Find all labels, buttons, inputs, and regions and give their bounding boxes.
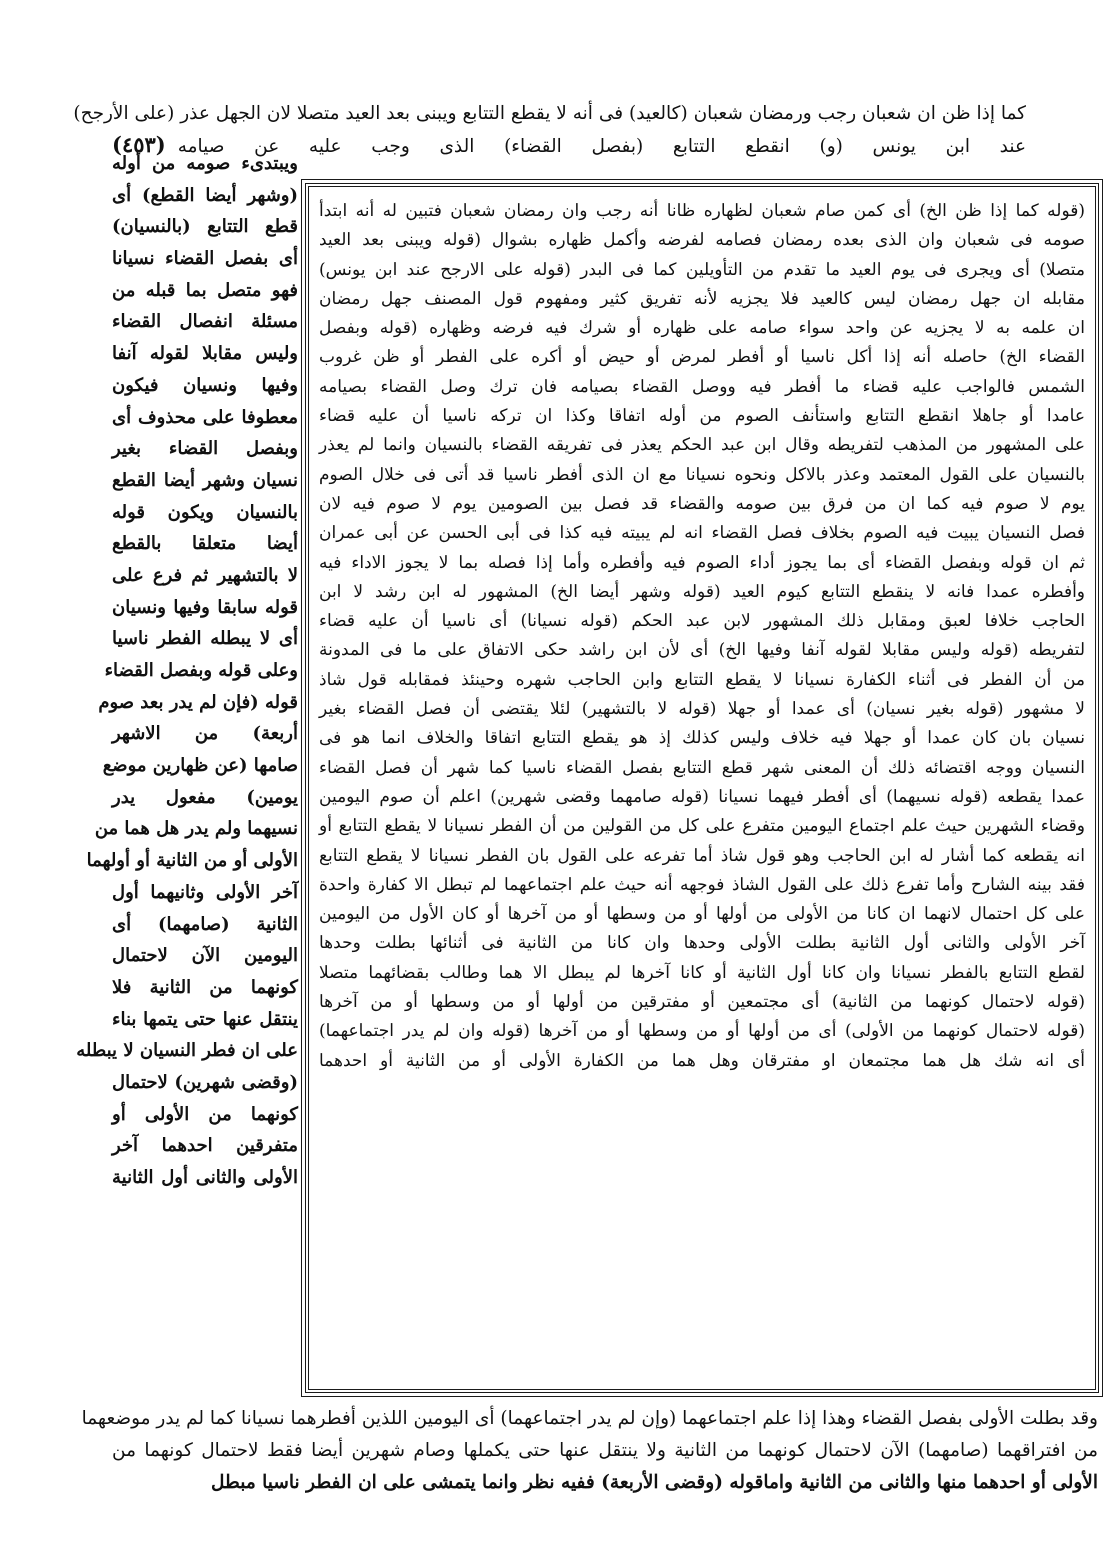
commentary-line: مقابله ان جهل رمضان ليس كالعيد فلا يجزيه لأنه تفريق كثير ومفهوم قول المصنف جهل رمضان	[319, 288, 1085, 309]
commentary-line: آخر الأولى والثانى أول الثانية بطلت الأولى وحدها وان كانا من الثانية فى أثنائها بطلت وحدها	[319, 933, 1085, 954]
commentary-line: (قوله لاحتمال كونهما من الثانية) أى مجتمعين أو مفترقين من أولها أو من وسطها أو من آخرها	[319, 992, 1085, 1013]
margin-line: مسئلة انفصال القضاء	[112, 311, 298, 333]
margin-line: أى بفصل القضاء نسيانا	[112, 248, 298, 270]
margin-line: وعلى قوله وبفصل القضاء	[104, 660, 298, 681]
margin-line: الأولى أو من الثانية أو أولهما	[86, 850, 298, 872]
commentary-line: القضاء الخ) حاصله أنه إذا أكل ناسيا أو أفطر لمرض أو حيض أو أكره على الفطر أو ظن غروب	[319, 347, 1085, 368]
commentary-line: وأفطره عمدا فانه لا ينقطع التتابع كيوم العيد (قوله وشهر أيضا الخ) المشهور له ابن رشد لا ابن	[319, 581, 1085, 602]
margin-line: وفيها ونسيان فيكون	[112, 374, 298, 396]
margin-line: فهو متصل بما قبله من	[112, 279, 298, 301]
commentary-line: يوم لا صوم فيه كما ان من فرق بين صومه والقضاء قد فصل بين الصومين يوم لا صوم فيه لان	[319, 493, 1085, 514]
commentary-line: لتفريطه (قوله وليس مقابلا لقوله آنفا وفيها الخ) أى لأن ابن راشد حكى الاتفاق على ما فى المدونة	[319, 640, 1085, 661]
main-text-line: وقد بطلت الأولى بفصل القضاء وهذا إذا علم اجتماعهما (وإن لم يدر اجتماعهما) أى اليومين اللذين أفطرهما نسيانا كما لم يدر موضعهما	[81, 1408, 1098, 1429]
margin-line: قوله سابقا وفيها ونسيان	[112, 596, 298, 618]
margin-text-column	[76, 148, 298, 1194]
margin-line: نسيهما ولم يدر هل هما من	[94, 818, 298, 840]
commentary-line: لقطع التتابع بالفطر نسيانا وان كانا أول الثانية أو كانا آخرها لم يبطل الا هما وطالب بقضائهما متصلا	[319, 962, 1085, 983]
commentary-line: لا مشهور (قوله بغير نسيان) أى عمدا أو جهلا (قوله لا بالتشهير) لئلا يقتضى أن فصل القضاء بغير	[319, 699, 1086, 720]
margin-line: قوله (فإن لم يدر بعد صوم	[98, 691, 298, 713]
commentary-line: متصلا) أى ويجرى فى يوم العيد ما تقدم من التأويلين كما فى البدر (قوله على الارجح عند ابن يونس)	[319, 259, 1085, 280]
commentary-line: عامدا أو جاهلا انقطع التتابع واستأنف الصوم من أوله اتفاقا وكذا ان تركه ناسيا أن عليه قضاء	[319, 406, 1085, 427]
commentary-line: من أن الفطر فى أثناء الكفارة نسيانا لا يقطع التتابع وابن الحاجب شهره وحينئذ فمقابله قول شاذ	[319, 669, 1085, 690]
margin-line: على ان فطر النسيان لا يبطله	[76, 1040, 298, 1062]
commentary-line: صومه فى شعبان وان الذى بعده رمضان فصامه لفرضه وأكمل ظهاره بشوال (قوله ويبنى بعد العيد	[319, 230, 1085, 251]
commentary-line: الحاجب خلافا لعبق ومقابل ذلك المشهور لابن عبد الحكم (قوله نسيانا) أى ناسيا أن عليه قضاء	[319, 611, 1085, 632]
margin-line: وليس مقابلا لقوله آنفا	[112, 343, 298, 365]
main-text-bottom	[81, 1403, 1098, 1499]
main-text-line: عند ابن يونس (و) انقطع التتابع (بفصل القضاء) الذى وجب عليه عن صيامه	[177, 136, 1026, 157]
margin-line: الثانية (صامهما) أى	[112, 913, 298, 935]
margin-line: ينتقل عنها حتى يتمها بناء	[112, 1008, 298, 1030]
commentary-line: ثم ان قوله وبفصل القضاء أى بما يجوز أداء الصوم فيه وأفطره وأما إذا فصله بما لا يجوز الاداء فيه	[319, 552, 1085, 573]
margin-line: اليومين الآن لاحتمال	[112, 945, 298, 967]
commentary-line: بالنسيان على القول المعتمد وعذر بالاكل ونحوه نسيانا مع ان الذى أفطر ناسيا قد أتى فى خلال الصوم	[319, 464, 1085, 485]
commentary-line: الشمس فالواجب عليه قضاء ما أفطر فيه ووصل القضاء بصيامه فان ترك وصل القضاء بصيامه	[319, 376, 1085, 397]
commentary-line: النسيان ووجه اقتضائه ذلك أن المعنى شهر قطع التتابع بفصل القضاء ناسيا كما شهر أن فصل القضاء	[319, 757, 1085, 778]
margin-line: وبفصل القضاء بغير	[112, 438, 298, 460]
margin-line: قطع التتابع (بالنسيان)	[112, 216, 298, 238]
margin-line: ويبتدىء صومه من أوله	[112, 153, 298, 174]
margin-line: آخر الأولى وثانيهما أول	[112, 881, 298, 903]
margin-line: (وقضى شهرين) لاحتمال	[112, 1071, 298, 1093]
margin-line: الأولى والثانى أول الثانية	[112, 1167, 298, 1188]
margin-line: معطوفا على محذوف أى	[112, 406, 298, 428]
margin-line: أى لا يبطله الفطر ناسيا	[112, 628, 298, 650]
commentary-line: فقد بينه الشارح وأما تفرع ذلك على القول الشاذ فوجهه أنه حيث علم اجتماعهما لم تبطل الا كفارة واحدة	[319, 874, 1085, 895]
margin-line: أيضا متعلقا بالقطع	[112, 533, 298, 555]
commentary-line: عمدا يقطعه (قوله نسيهما) أى أفطر فيهما نسيانا (قوله صامهما وقضى شهرين) اعلم أن صوم اليومين	[319, 786, 1085, 807]
commentary-box	[305, 183, 1099, 1393]
margin-line: يومين) مفعول يدر	[112, 786, 298, 808]
commentary-line: فصل النسيان يبيت فيه الصوم بخلاف فصل القضاء انه لم يبيته فيه كذا فى أبى الحسن عن أبى عمران	[319, 523, 1085, 544]
margin-line: كونهما من الثانية فلا	[112, 976, 298, 998]
commentary-line	[319, 1076, 1085, 1105]
commentary-text	[319, 197, 1085, 1383]
main-text-line: من افتراقهما (صامهما) الآن لاحتمال كونهما من الثانية ولا ينتقل عنها حتى يكملها وصام شهرين أيضا فقط لاحتمال كونهما من	[112, 1440, 1098, 1461]
commentary-line: نسيان بان كان عمدا أو جهلا فيه خلاف وليس كذلك إذ هو يقطع التتابع اتفاقا والخلاف انما هو فى	[319, 728, 1085, 749]
margin-line: (وشهر أيضا القطع) أى	[112, 184, 298, 206]
margin-line: صامها (عن ظهارين موضع	[102, 755, 298, 777]
margin-line: كونهما من الأولى أو	[112, 1103, 298, 1125]
commentary-line: وقضاء الشهرين حيث علم اجتماع اليومين متفرع على كل من القولين من أن الفطر نسيانا لا يقطع التتابع أو	[319, 816, 1085, 837]
commentary-line: انه يقطعه كما أشار له ابن الحاجب وهو قول شاذ أما تفرعه على القول بان الفطر نسيانا لا يقطع التتابع	[319, 845, 1085, 866]
margin-line: أربعة) من الاشهر	[112, 723, 298, 745]
margin-line: متفرقين احدهما آخر	[112, 1135, 298, 1157]
main-text-line: الأولى أو احدهما منها والثانى من الثانية واماقوله (وقضى الأربعة) ففيه نظر وانما يتمشى على ان الفطر ناسيا مبطل	[211, 1472, 1098, 1493]
commentary-line: على المشهور من المذهب لتفريطه وقال ابن عبد الحكم يعذر فى تفريقه القضاء بالنسيان وانما لم يعذر	[319, 435, 1085, 456]
margin-line: بالنسيان ويكون قوله	[112, 501, 298, 523]
page-number: (٤٥٣)	[112, 132, 166, 157]
commentary-line: (قوله كما إذا ظن الخ) أى كمن صام شعبان لظهاره ظانا أنه رجب وان رمضان شعبان فتبين له أنه ابتدأ	[319, 201, 1085, 221]
commentary-line: على كل احتمال لانهما ان كانا من الأولى من أولها أو من وسطها أو من آخرها أو كان الأول من اليومين	[319, 904, 1085, 925]
commentary-line: (قوله لاحتمال كونهما من الأولى) أى من أولها أو من وسطها أو من آخرها (قوله وان لم يدر اجتماعهما)	[319, 1021, 1085, 1042]
main-text-line: كما إذا ظن ان شعبان رجب ورمضان شعبان (كالعيد) فى أنه لا يقطع التتابع ويبنى بعد العيد متصلا لان الجهل عذر (على الأرجح)	[73, 103, 1026, 124]
commentary-line: أى انه شك هل هما مجتمعان او مفترقان وهل هما من الكفارة الأولى أو من الثانية أو احدهما	[319, 1050, 1085, 1071]
margin-line: نسيان وشهر أيضا القطع	[112, 469, 298, 491]
margin-line: لا بالتشهير ثم فرع على	[112, 564, 298, 586]
commentary-line: ان علمه به لا يجزيه عن واحد سواء صامه على ظهاره أو شرك فيه فرضه وظهاره (قوله وبفصل	[319, 318, 1085, 339]
